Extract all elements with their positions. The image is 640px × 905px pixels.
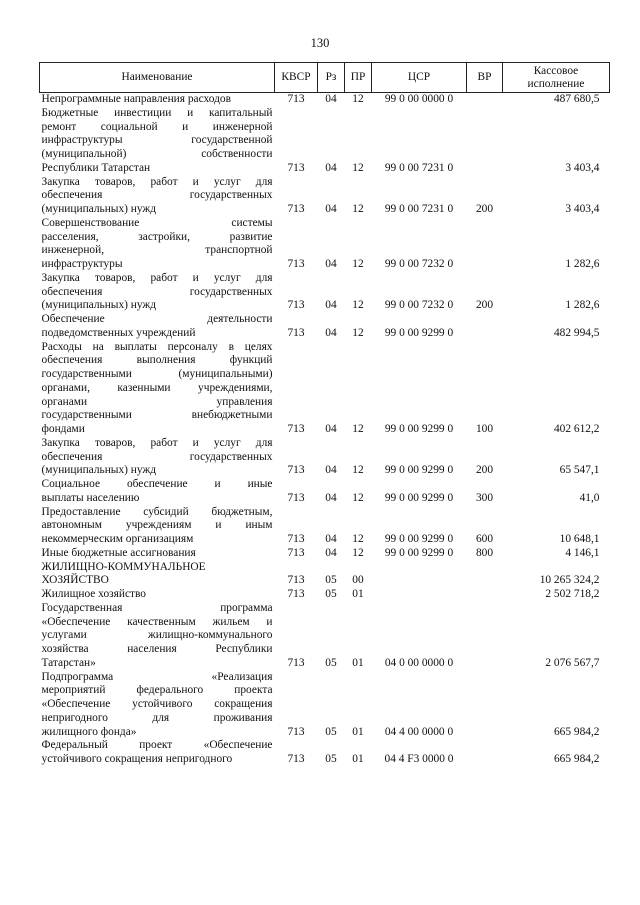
row-rz: 04 (325, 464, 337, 477)
row-name-line: обеспечения государственных (41, 285, 273, 298)
row-name-line: обеспечения государственных (41, 189, 273, 202)
row-name-line: некоммерческим организациям (41, 533, 194, 545)
row-kvsr: 713 (287, 491, 305, 504)
row-pr: 12 (352, 203, 364, 215)
row-amount: 41,0 (579, 491, 600, 504)
table-row (40, 93, 610, 107)
row-csr: 04 4 00 0000 0 (384, 725, 454, 738)
row-amount: 2 076 567,7 (545, 656, 600, 669)
header-pr: ПР (345, 63, 372, 93)
row-pr: 12 (352, 258, 364, 270)
row-name (40, 176, 275, 217)
row-pr: 12 (352, 93, 364, 105)
row-pr: 01 (352, 656, 364, 669)
row-name-line: органами, казенными учреждениями, (41, 381, 273, 394)
row-pr: 12 (352, 533, 364, 545)
row-name (40, 588, 275, 602)
row-kvsr: 713 (287, 203, 305, 215)
table-row (40, 547, 610, 561)
row-name-line: Предоставление субсидий бюджетным, (41, 505, 273, 518)
row-csr: 99 0 00 7231 0 (384, 203, 454, 215)
row-rz: 04 (325, 161, 337, 174)
page-number: 130 (310, 36, 330, 50)
row-name-line: Татарстан» (41, 656, 96, 669)
row-name (40, 739, 275, 767)
row-vr (467, 217, 503, 272)
row-name-line: Жилищное хозяйство (41, 588, 147, 600)
row-kvsr: 713 (287, 464, 305, 477)
row-vr: 800 (475, 546, 494, 559)
header-vr: ВР (467, 63, 503, 93)
row-amount: 10 265 324,2 (539, 574, 600, 587)
row-rz: 04 (325, 423, 337, 435)
row-name-line: ХОЗЯЙСТВО (41, 574, 109, 587)
row-csr: 99 0 00 7231 0 (384, 161, 454, 174)
row-pr: 01 (352, 588, 364, 600)
row-csr: 99 0 00 7232 0 (384, 299, 454, 312)
row-rz: 04 (325, 203, 337, 215)
row-kvsr: 713 (287, 93, 305, 105)
row-pr: 12 (352, 161, 364, 174)
row-amount: 4 146,1 (565, 546, 600, 559)
row-name (40, 313, 275, 341)
row-pr: 12 (352, 491, 364, 504)
row-kvsr: 713 (287, 725, 305, 738)
row-amount: 487 680,5 (553, 93, 600, 105)
header-amount-line-1: Кассовое (533, 64, 579, 77)
header-kvsr: КВСР (275, 63, 318, 93)
row-pr: 12 (352, 423, 364, 435)
row-name-line: Закупка товаров, работ и услуг для (41, 271, 273, 284)
row-pr: 12 (352, 299, 364, 312)
row-csr: 99 0 00 9299 0 (384, 464, 454, 477)
table-row (40, 561, 610, 589)
row-name-line: инфраструктуры (41, 258, 123, 270)
row-vr (467, 93, 503, 107)
table-row (40, 217, 610, 272)
table-row (40, 671, 610, 740)
row-kvsr: 713 (287, 574, 305, 587)
row-vr: 600 (475, 533, 494, 545)
header-rz: Рз (318, 63, 345, 93)
row-name-line: государственными внебюджетными (41, 409, 273, 422)
row-name-line: подведомственных учреждений (41, 326, 196, 339)
row-rz: 04 (325, 258, 337, 270)
row-name-line: (муниципальной) собственности (41, 148, 273, 160)
row-name-line: фондами (41, 423, 85, 435)
row-rz: 05 (325, 753, 337, 765)
row-csr: 04 0 00 0000 0 (384, 656, 454, 669)
row-kvsr: 713 (287, 258, 305, 270)
row-name (40, 547, 275, 561)
row-name-line: (муниципальных) нужд (41, 299, 157, 312)
row-amount: 2 502 718,2 (545, 588, 600, 600)
row-name-line: обеспечения государственных (41, 450, 273, 463)
row-amount: 1 282,6 (565, 299, 600, 312)
row-name-line: обеспечения выполнения функций (41, 354, 273, 367)
row-vr (467, 313, 503, 341)
row-pr: 12 (352, 326, 364, 339)
row-csr: 99 0 00 0000 0 (384, 93, 454, 105)
row-csr: 99 0 00 9299 0 (384, 423, 454, 435)
row-kvsr: 713 (287, 588, 305, 600)
table-row (40, 272, 610, 313)
table-row (40, 506, 610, 547)
row-vr: 300 (475, 491, 494, 504)
row-vr: 200 (475, 299, 494, 312)
row-name-line: Республики Татарстан (41, 161, 151, 174)
row-csr: 99 0 00 9299 0 (384, 546, 454, 559)
row-name-line: Закупка товаров, работ и услуг для (41, 175, 273, 188)
row-name-line: (муниципальных) нужд (41, 464, 157, 477)
row-amount: 665 984,2 (553, 753, 600, 765)
row-name-line: мероприятий федерального проекта (41, 684, 273, 697)
row-rz: 04 (325, 546, 337, 559)
row-amount: 3 403,4 (565, 161, 600, 174)
row-name (40, 602, 275, 671)
row-name (40, 671, 275, 740)
row-name-line: Непрограммные направления расходов (41, 93, 232, 105)
row-rz: 05 (325, 588, 337, 600)
row-name (40, 272, 275, 313)
row-kvsr: 713 (287, 656, 305, 669)
table-row (40, 341, 610, 437)
table-row (40, 437, 610, 478)
row-kvsr: 713 (287, 546, 305, 559)
row-name (40, 561, 275, 589)
row-name-line: ЖИЛИЩНО-КОММУНАЛЬНОЕ (41, 560, 206, 573)
row-name-line: непригодного для проживания (41, 711, 273, 724)
row-name-line: Обеспечение деятельности (41, 313, 273, 325)
row-kvsr: 713 (287, 161, 305, 174)
row-name (40, 217, 275, 272)
row-rz: 04 (325, 299, 337, 312)
table-row (40, 602, 610, 671)
table-row (40, 313, 610, 341)
table-row (40, 478, 610, 506)
row-vr: 200 (475, 203, 494, 215)
table-row (40, 588, 610, 602)
row-csr: 99 0 00 9299 0 (384, 491, 454, 504)
header-amount (503, 63, 610, 93)
row-name-line: Иные бюджетные ассигнования (41, 546, 196, 559)
row-rz: 04 (325, 326, 337, 339)
row-name-line: органами управления (41, 395, 273, 408)
row-vr (467, 588, 503, 602)
row-name-line: Государственная программа (41, 601, 273, 614)
row-name-line: Расходы на выплаты персоналу в целях (41, 340, 273, 353)
header-amount-line-2: исполнение (527, 77, 585, 90)
row-vr (467, 561, 503, 589)
row-pr: 01 (352, 725, 364, 738)
row-name-line: расселения, застройки, развитие (41, 230, 273, 243)
row-kvsr: 713 (287, 299, 305, 312)
row-amount: 482 994,5 (553, 326, 600, 339)
budget-table (39, 62, 610, 767)
row-vr (467, 671, 503, 740)
row-amount: 1 282,6 (565, 258, 600, 270)
row-name-line: услугами жилищно-коммунального (41, 629, 273, 642)
row-pr: 01 (352, 753, 364, 765)
row-name-line: Федеральный проект «Обеспечение (41, 739, 273, 752)
row-kvsr: 713 (287, 326, 305, 339)
row-amount: 65 547,1 (559, 464, 600, 477)
row-name-line: ремонт социальной и инженерной (41, 120, 273, 133)
row-kvsr: 713 (287, 533, 305, 545)
row-name (40, 107, 275, 176)
row-pr: 12 (352, 546, 364, 559)
row-amount: 665 984,2 (553, 725, 600, 738)
row-rz: 05 (325, 574, 337, 587)
row-name-line: выплаты населению (41, 491, 140, 504)
row-name-line: Закупка товаров, работ и услуг для (41, 436, 273, 449)
row-vr (467, 739, 503, 767)
row-vr: 100 (475, 423, 494, 435)
row-pr: 12 (352, 464, 364, 477)
row-rz: 05 (325, 725, 337, 738)
row-name (40, 506, 275, 547)
row-rz: 04 (325, 533, 337, 545)
row-name (40, 93, 275, 107)
row-name-line: инженерной, транспортной (41, 244, 273, 257)
row-vr: 200 (475, 464, 494, 477)
row-name-line: «Обеспечение устойчивого сокращения (41, 698, 273, 710)
row-rz: 04 (325, 93, 337, 105)
row-kvsr: 713 (287, 423, 305, 435)
row-name-line: Социальное обеспечение и иные (41, 478, 273, 490)
row-csr (372, 588, 467, 602)
table-row (40, 107, 610, 176)
row-rz: 05 (325, 656, 337, 669)
row-amount: 3 403,4 (565, 203, 600, 215)
row-name-line: жилищного фонда» (41, 725, 137, 738)
row-name (40, 341, 275, 437)
row-name-line: (муниципальных) нужд (41, 203, 157, 215)
row-name-line: автономным учреждениям и иным (41, 519, 273, 532)
row-name-line: устойчивого сокращения непригодного (41, 753, 233, 765)
row-name-line: государственными (муниципальными) (41, 368, 273, 380)
row-pr: 00 (352, 574, 364, 587)
row-name-line: Подпрограмма «Реализация (41, 670, 273, 683)
row-name (40, 437, 275, 478)
row-name-line: Совершенствование системы (41, 216, 273, 229)
row-csr: 04 4 F3 0000 0 (384, 753, 454, 765)
row-kvsr: 713 (287, 753, 305, 765)
row-name-line: «Обеспечение качественным жильем и (41, 615, 273, 628)
row-csr: 99 0 00 7232 0 (384, 258, 454, 270)
row-name-line: хозяйства населения Республики (41, 643, 273, 655)
table-row (40, 739, 610, 767)
row-csr: 99 0 00 9299 0 (384, 326, 454, 339)
row-vr (467, 107, 503, 176)
row-csr (372, 561, 467, 589)
row-csr: 99 0 00 9299 0 (384, 533, 454, 545)
row-amount: 402 612,2 (553, 423, 600, 435)
header-name: Наименование (40, 63, 275, 93)
row-name-line: Бюджетные инвестиции и капитальный (41, 106, 273, 119)
header-csr: ЦСР (372, 63, 467, 93)
row-name (40, 478, 275, 506)
row-rz: 04 (325, 491, 337, 504)
table-header-row (40, 63, 610, 93)
table-row (40, 176, 610, 217)
row-amount: 10 648,1 (559, 533, 600, 545)
row-vr (467, 602, 503, 671)
row-name-line: инфраструктуры государственной (41, 134, 273, 147)
